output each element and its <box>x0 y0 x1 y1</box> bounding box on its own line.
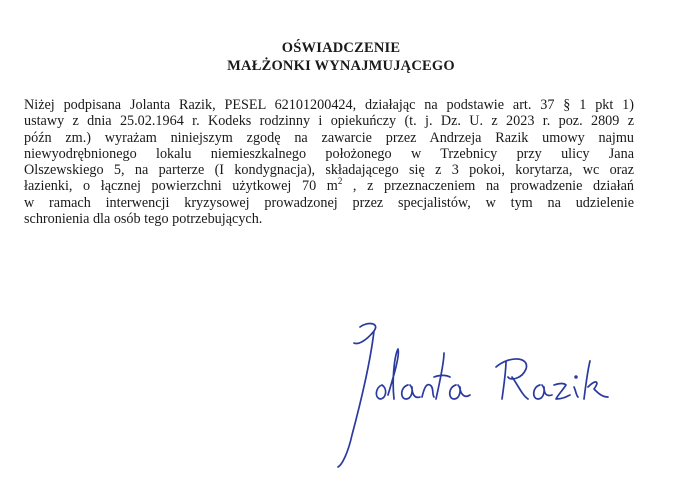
paragraph-line: późn zm.) wyrażam niniejszym zgodę na zawarcie przez Andrzeja Razik umowy najmu <box>24 129 634 146</box>
handwritten-signature <box>330 315 630 475</box>
purpose-text: , z przeznaczeniem na prowadzenie działań <box>342 178 634 195</box>
paragraph-line: ustawy z dnia 25.02.1964 r. Kodeks rodzinny i opiekuńczy (t. j. Dz. U. z 2023 r. poz. 2809 z <box>24 113 634 130</box>
paragraph-line-area <box>24 178 634 194</box>
paragraph-line: schronienia dla osób tego potrzebujących. <box>24 211 263 228</box>
document-title: OŚWIADCZENIE <box>281 40 401 56</box>
paragraph-line: niewyodrębnionego lokalu niemieszkalnego położonego w Trzebnicy przy ulicy Jana <box>24 145 634 162</box>
declaration-paragraph <box>24 97 634 227</box>
paragraph-line: w ramach interwencji kryzysowej prowadzonej przez specjalistów, w tym na udzielenie <box>24 194 634 211</box>
document-subtitle: MAŁŻONKI WYNAJMUJĄCEGO <box>227 58 455 74</box>
paragraph-line: Olszewskiego 5, na parterze (I kondygnacja), składającego się z 3 pokoi, korytarza, wc oraz <box>24 162 634 179</box>
area-text: łazienki, o łącznej powierzchni użytkowej 70 m <box>24 178 338 195</box>
paragraph-line: Niżej podpisana Jolanta Razik, PESEL 62101200424, działając na podstawie art. 37 § 1 pkt 1) <box>24 97 634 113</box>
area-unit-superscript: 2 <box>337 176 343 187</box>
